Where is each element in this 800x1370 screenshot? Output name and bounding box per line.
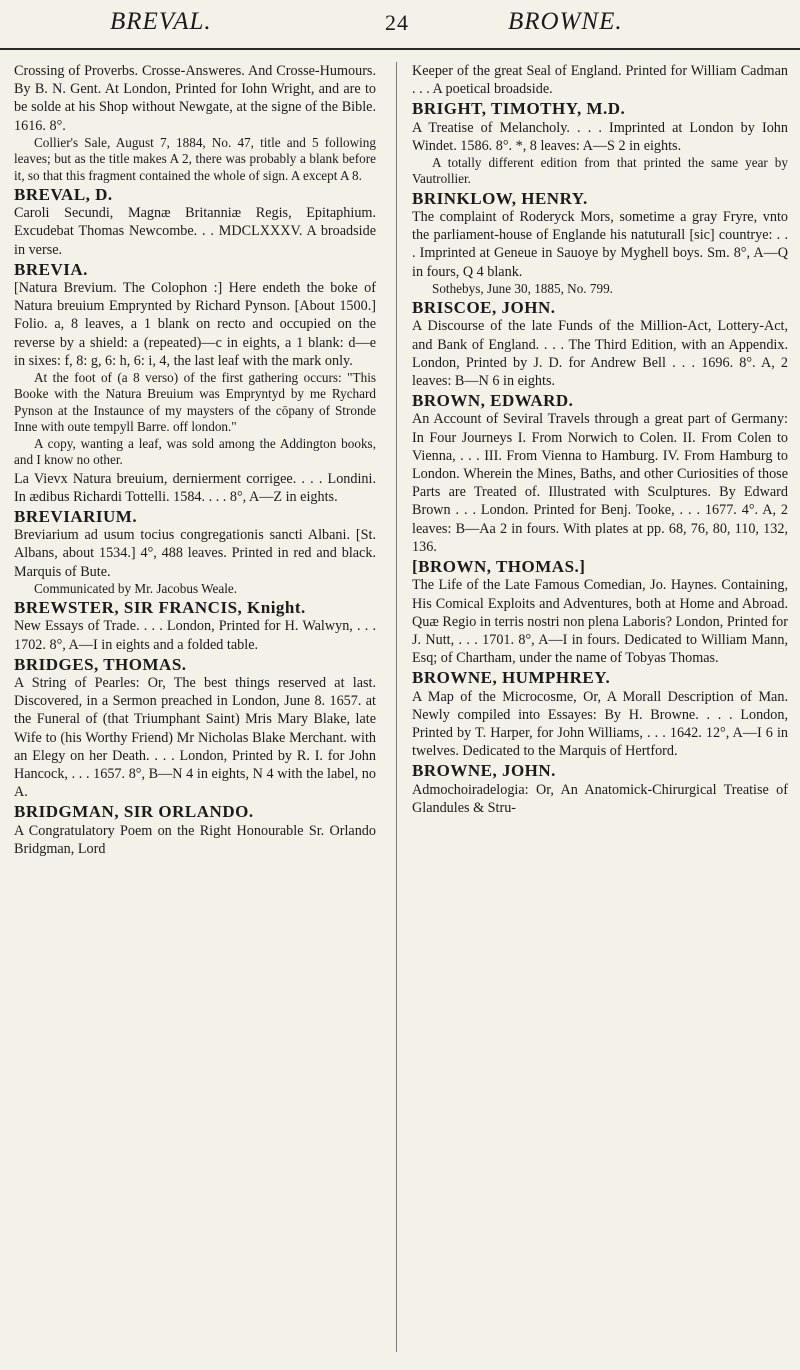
right-column	[412, 62, 788, 818]
entry-note: Communicated by Mr. Jacobus Weale.	[34, 580, 238, 596]
entry-heading: BRIDGES, THOMAS.	[14, 654, 187, 674]
bibliography-entry	[14, 508, 376, 597]
entry-heading: BREWSTER, SIR FRANCIS, Knight.	[14, 598, 306, 618]
entry-title: Caroli Secundi, Magnæ Britanniæ Regis, Epitaphium. Excudebat Thomas Newcombe. . . MDCLXXXV. A broadside in verse.	[14, 205, 376, 258]
bibliography-entry	[14, 599, 376, 654]
entry-note: Collier's Sale, August 7, 1884, No. 47, title and 5 following leaves; but as the title makes A 2, there was probably a blank before it, so that this fragment contained the whole of sign. A except A 8.	[14, 134, 376, 183]
bibliography-entry	[14, 470, 376, 506]
entry-title: Crossing of Proverbs. Crosse-Answeres. And Crosse-Humours. By B. N. Gent. At London, Printed for Iohn Wright, and are to be solde at his Shop without Newgate, at the signe of the Bible. 1616. 8°.	[14, 63, 376, 134]
page-header	[0, 0, 800, 50]
entry-heading: BROWNE, HUMPHREY.	[412, 668, 611, 688]
bibliography-entry	[412, 558, 788, 667]
entry-title: Keeper of the great Seal of England. Printed for William Cadman . . . A poetical broadside.	[412, 63, 788, 98]
entry-title: Admochoiradelogia: Or, An Anatomick-Chirurgical Treatise of Glandules & Stru-	[412, 781, 788, 816]
entry-title: A Congratulatory Poem on the Right Honourable Sr. Orlando Bridgman, Lord	[14, 822, 376, 857]
entry-title: A String of Pearles: Or, The best things reserved at last. Discovered, in a Sermon preached in London, June 8. 1657. at the Funeral of (that Triumphant Saint) Mris Mary Blake, late Wife to (his Worthy Friend) Mr Nicholas Blake Merchant. with an Elegy on her Death. . . . London, Printed by R. I. for John Hancock, . . . 1657. 8°, B—N 4 in eights, N 4 with the label, no A.	[14, 674, 376, 801]
entry-title: A Discourse of the late Funds of the Million-Act, Lottery-Act, and Bank of England. . . . The Third Edition, with an Appendix. London, Printed by J. D. for Andrew Bell . . . 1696. 8°. A, 2 leaves: B—N 6 in eights.	[412, 318, 788, 390]
entry-title: The complaint of Roderyck Mors, sometime a gray Fryre, vnto the parliament-house of Englande his natuturall [sic] countrye: . . . Imprinted at Geneue in Sauoye by Myghell boys. Sm. 8°, A—Q in fours, Q 4 blank.	[412, 209, 788, 280]
entry-title: An Account of Seviral Travels through a great part of Germany: In Four Journeys I. From Norwich to Colen. II. From Colen to Vienna, . . . III. From Vienna to Hamburg. IV. From Hamburg to London. Wherein the Mines, Baths, and other Curiosities of those Parts are Treated of. Illustrated with Sculptures. By Edward Brown . . . London. Printed for Benj. Tooke, . . . 1677. 4°. A, 2 leaves: B—Aa 2 in fours. With plates at pp. 68, 76, 80, 110, 132, 136.	[412, 411, 788, 555]
bibliography-entry	[14, 261, 376, 469]
entry-note: A copy, wanting a leaf, was sold among the Addington books, and I know no other.	[14, 435, 376, 468]
bibliography-entry	[412, 392, 788, 556]
running-head-left: BREVAL.	[110, 8, 212, 35]
left-column	[14, 62, 376, 859]
entry-title: The Life of the Late Famous Comedian, Jo. Haynes. Containing, His Comical Exploits and Adventures, both at Home and Abroad. Quæ Regio in terris nostri non plena Laboris? London, Printed for J. Nutt, . . . 1701. 8°, A—I in fours. Dedicated to William Mann, Esq; of Chartham, under the name of Tobyas Thomas.	[412, 577, 788, 667]
entry-title: New Essays of Trade. . . . London, Printed for H. Walwyn, . . . 1702. 8°, A—I in eights and a folded table.	[14, 618, 376, 653]
entry-title: A Treatise of Melancholy. . . . Imprinted at London by Iohn Windet. 1586. 8°. *, 8 leaves: A—S 2 in eights.	[412, 119, 788, 154]
entry-heading: BRIDGMAN, SIR ORLANDO.	[14, 802, 254, 822]
entry-title: A Map of the Microcosme, Or, A Morall Description of Man. Newly compiled into Essayes: By H. Browne. . . . London, Printed by T. Harper, for John Williams, . . . 1642. 12°, A—I 6 in twelves. Dedicated to the Marquis of Hertford.	[412, 688, 788, 760]
entry-heading: BROWN, EDWARD.	[412, 391, 574, 411]
entry-note: Sothebys, June 30, 1885, No. 799.	[432, 280, 613, 296]
running-head-right: BROWNE.	[508, 8, 623, 35]
entry-heading: BRISCOE, JOHN.	[412, 298, 556, 318]
entry-note: A totally different edition from that printed the same year by Vautrollier.	[412, 155, 788, 187]
entry-heading: BREVIARIUM.	[14, 506, 138, 526]
entry-heading: BRINKLOW, HENRY.	[412, 188, 588, 208]
bibliography-entry	[412, 100, 788, 187]
entry-heading: BREVAL, D.	[14, 185, 113, 205]
bibliography-entry	[14, 803, 376, 858]
bibliography-entry	[14, 656, 376, 802]
bibliography-entry	[412, 669, 788, 760]
entry-title: [Natura Brevium. The Colophon :] Here endeth the boke of Natura breuium Emprynted by Richard Pynson. [About 1500.] Folio. a, 8 leaves, a 1 blank on recto and occupied on the reverse by a shield: a (repeated)—c in eights, a 1 blank: d—e in sixes: f, 8: g, 6: h, 6: i, 4, the last leaf with the mark only.	[14, 280, 376, 369]
entry-heading: BRIGHT, TIMOTHY, M.D.	[412, 99, 626, 119]
entry-heading: BROWNE, JOHN.	[412, 761, 556, 781]
column-divider	[396, 62, 397, 1352]
bibliography-entry	[412, 762, 788, 817]
bibliography-entry	[14, 186, 376, 259]
entry-title: La Vievx Natura breuium, dernierment corrigee. . . . Londini. In ædibus Richardi Tottelli. 1584. . . . 8°, A—Z in eights.	[14, 470, 376, 505]
entry-heading: [BROWN, THOMAS.]	[412, 557, 586, 577]
entry-note: At the foot of (a 8 verso) of the first gathering occurs: "This Booke with the Natura Breuium was Empryntyd by me Rychard Pynson at the Instaunce of my maysters of the cōpany of Stronde Inne with oute tempyll Barre. off london."	[14, 370, 376, 435]
bibliography-entry	[412, 299, 788, 390]
bibliography-entry	[412, 190, 788, 297]
page-number: 24	[385, 10, 409, 35]
entry-heading: BREVIA.	[14, 259, 88, 279]
bibliography-entry	[14, 62, 376, 184]
bibliography-entry	[412, 62, 788, 98]
entry-title: Breviarium ad usum tocius congregationis sancti Albani. [St. Albans, about 1534.] 4°, 488 leaves. Printed in red and black. Marquis of Bute.	[14, 527, 376, 580]
